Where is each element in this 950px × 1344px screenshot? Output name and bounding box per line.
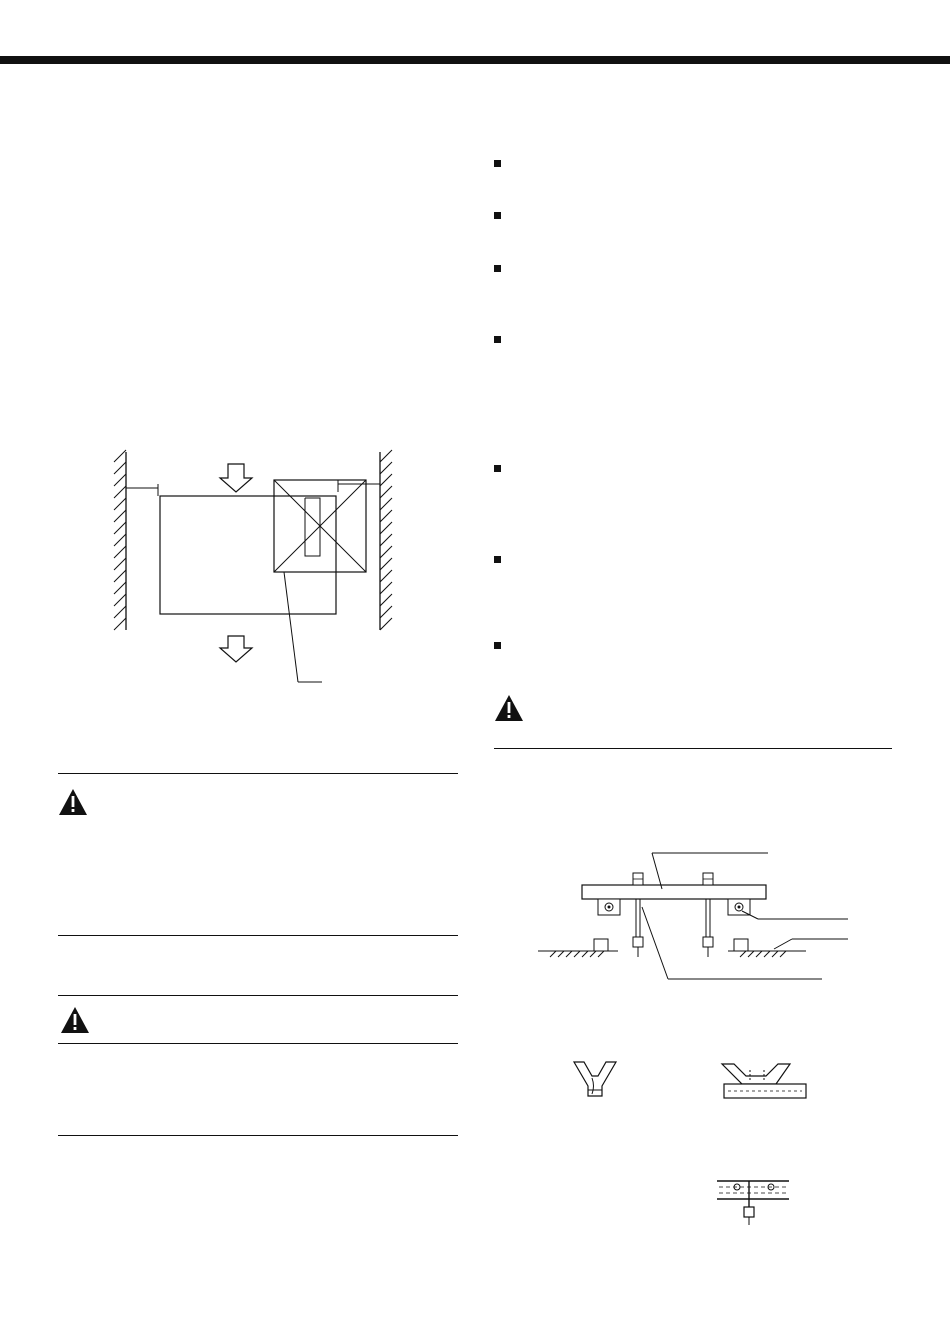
warning-triangle-icon [60, 1006, 90, 1034]
anchor-fixing-diagram [715, 1175, 795, 1229]
square-bullet-icon [494, 642, 501, 649]
divider [58, 773, 458, 774]
square-bullet-icon [494, 265, 501, 272]
square-bullet-icon [494, 556, 501, 563]
divider [58, 1135, 458, 1136]
divider [494, 748, 892, 749]
divider [58, 935, 458, 936]
rubber-pad-right-diagram [720, 1060, 810, 1102]
header-bar [0, 56, 950, 64]
rubber-pad-left-diagram [570, 1060, 620, 1106]
warning-triangle-icon [494, 694, 524, 722]
airflow-clearance-diagram [100, 440, 430, 700]
square-bullet-icon [494, 465, 501, 472]
square-bullet-icon [494, 336, 501, 343]
divider [58, 1043, 458, 1044]
square-bullet-icon [494, 212, 501, 219]
square-bullet-icon [494, 160, 501, 167]
divider [58, 995, 458, 996]
warning-triangle-icon [58, 788, 88, 816]
leveling-base-diagram [530, 845, 860, 995]
